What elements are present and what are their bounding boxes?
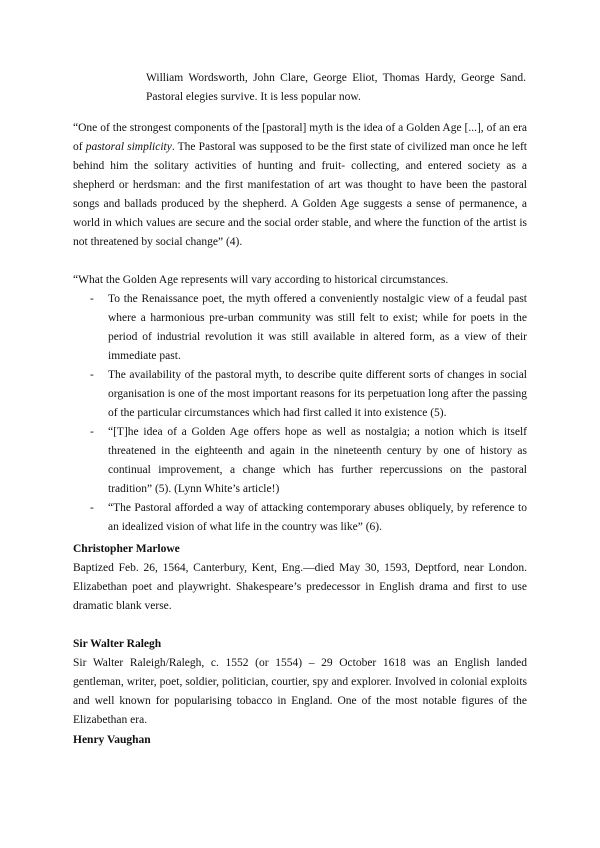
list-item-text: “[T]he idea of a Golden Age offers hope as well as nostalgia; a notion which is itself threatened in the eighteenth and again in the nineteenth century by one of history as continual improvement, a change which has further repercussions on the pastoral tradition” (5). (Lynn White’s article!) — [108, 426, 527, 495]
bullet-dash: - — [90, 293, 94, 305]
list-item-text: The availability of the pastoral myth, to describe quite different sorts of changes in social organisation is one of the most important reasons for its perpetuation long after the passing of the particular circumstances which had first called it into existence (5). — [108, 369, 527, 419]
list-item — [90, 499, 527, 537]
golden-age-quote — [73, 119, 527, 252]
marlowe-heading: Christopher Marlowe — [73, 543, 180, 555]
vaughan-heading: Henry Vaughan — [73, 734, 151, 746]
quote-text-start: “One of the strongest components of the [pastoral] myth is the idea of a Golden Age [...], of an era of — [73, 122, 527, 153]
bullet-dash: - — [90, 426, 94, 438]
bullet-dash: - — [90, 502, 94, 514]
list-item — [90, 290, 527, 366]
list-item — [90, 423, 527, 499]
list-item — [90, 366, 527, 423]
golden-age-intro: “What the Golden Age represents will vary according to historical circumstances. — [73, 274, 449, 286]
list-item-text: To the Renaissance poet, the myth offered a conveniently nostalgic view of a feudal past where a harmonious pre-urban community was still felt to exist; while for poets in the period of industrial revolution it was still available in altered form, as a view of their immediate past. — [108, 293, 527, 362]
quote-text-end: . The Pastoral was supposed to be the first state of civilized man once he left behind him the solitary activities of hunting and fruit- collecting, and entered society as a shepherd or herdsman: and the first manifestation of art was thought to have been the pastoral songs and ballads produced by the shepherd. A Golden Age suggests a sense of permanence, a world in which values are secure and the social order stable, and where the function of the artist is not threatened by social change” (4). — [73, 141, 527, 248]
ralegh-heading: Sir Walter Ralegh — [73, 638, 162, 650]
golden-age-bullet-list — [90, 290, 527, 537]
author-list-note: William Wordsworth, John Clare, George Eliot, Thomas Hardy, George Sand. Pastoral elegies survive. It is less popular now. — [146, 72, 526, 103]
ralegh-bio: Sir Walter Raleigh/Ralegh, c. 1552 (or 1554) – 29 October 1618 was an English landed gentleman, writer, poet, soldier, politician, courtier, spy and explorer. Involved in colonial exploits and well known for popularising tobacco in England. One of the most notable figures of the Elizabethan era. — [73, 657, 527, 726]
quote-italic-phrase: pastoral simplicity — [85, 141, 172, 153]
marlowe-bio: Baptized Feb. 26, 1564, Canterbury, Kent, Eng.—died May 30, 1593, Deptford, near London. Elizabethan poet and playwright. Shakespeare’s predecessor in English drama and first to use dramatic blank verse. — [73, 562, 527, 612]
bullet-dash: - — [90, 369, 94, 381]
list-item-text: “The Pastoral afforded a way of attacking contemporary abuses obliquely, by reference to an idealized vision of what life in the country was like” (6). — [108, 502, 527, 533]
